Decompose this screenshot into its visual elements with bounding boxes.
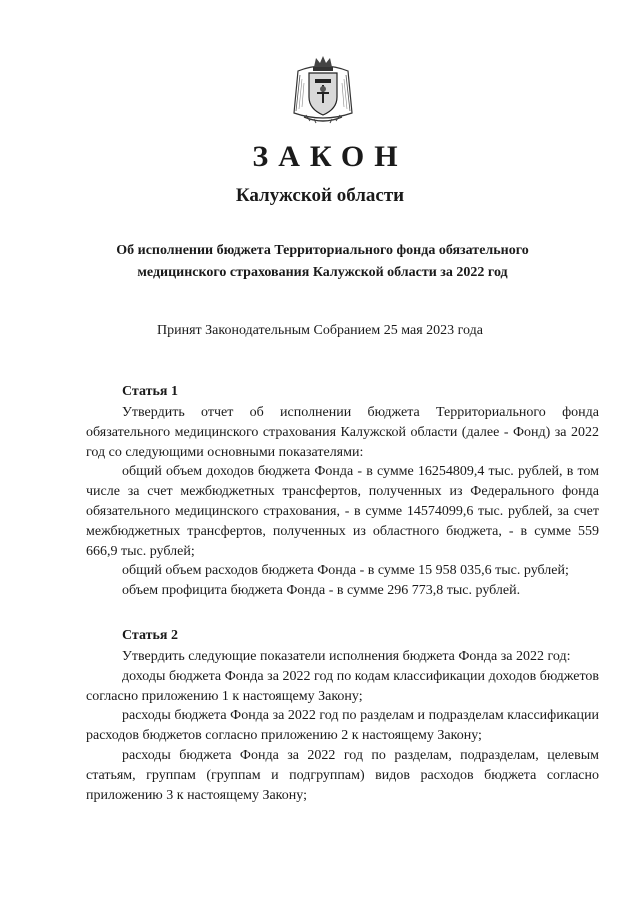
article-paragraph: общий объем расходов бюджета Фонда - в сумме 15 958 035,6 тыс. рублей;	[122, 563, 569, 579]
article-2	[86, 626, 599, 805]
article-paragraph: доходы бюджета Фонда за 2022 год по кодам классификации доходов бюджетов согласно приложению 1 к настоящему Закону;	[86, 668, 599, 704]
article-paragraph: Утвердить следующие показатели исполнения бюджета Фонда за 2022 год:	[122, 649, 571, 664]
article-paragraph: Утвердить отчет об исполнении бюджета Территориального фонда обязательного медицинского страхования Калужской области (далее - Фонд) за 2022 год со следующими основными показателями:	[86, 405, 599, 460]
article-paragraph: объем профицита бюджета Фонда - в сумме 296 773,8 тыс. рублей.	[122, 583, 521, 599]
article-paragraph: расходы бюджета Фонда за 2022 год по разделам, подразделам, целевым статьям, группам (группам и подгруппам) видов расходов бюджета согласно приложению 3 к настоящему Закону;	[86, 747, 599, 803]
article-paragraph: общий объем доходов бюджета Фонда - в сумме 16254809,4 тыс. рублей, в том числе за счет межбюджетных трансфертов, полученных из Федерального фонда обязательного медицинского страхования, - в сумме 14574099,6 тыс. рублей, за счет межбюджетных трансфертов, полученных из областного бюджета, - в сумме 559 666,9 тыс. рублей;	[86, 464, 599, 559]
article-paragraph: расходы бюджета Фонда за 2022 год по разделам и подразделам классификации расходов бюджетов согласно приложению 2 к настоящему Закону;	[86, 708, 599, 744]
coat-of-arms-icon	[290, 53, 356, 125]
document-title: ЗАКОН	[252, 140, 408, 173]
law-subject: Об исполнении бюджета Территориального фонда обязательного медицинского страхования Калужской области за 2022 год	[116, 243, 529, 280]
article-1	[86, 382, 599, 601]
adoption-note: Принят Законодательным Собранием 25 мая 2023 года	[157, 323, 483, 338]
article-heading: Статья 1	[122, 384, 178, 399]
document-region: Калужской области	[235, 185, 405, 206]
article-heading: Статья 2	[122, 628, 178, 643]
